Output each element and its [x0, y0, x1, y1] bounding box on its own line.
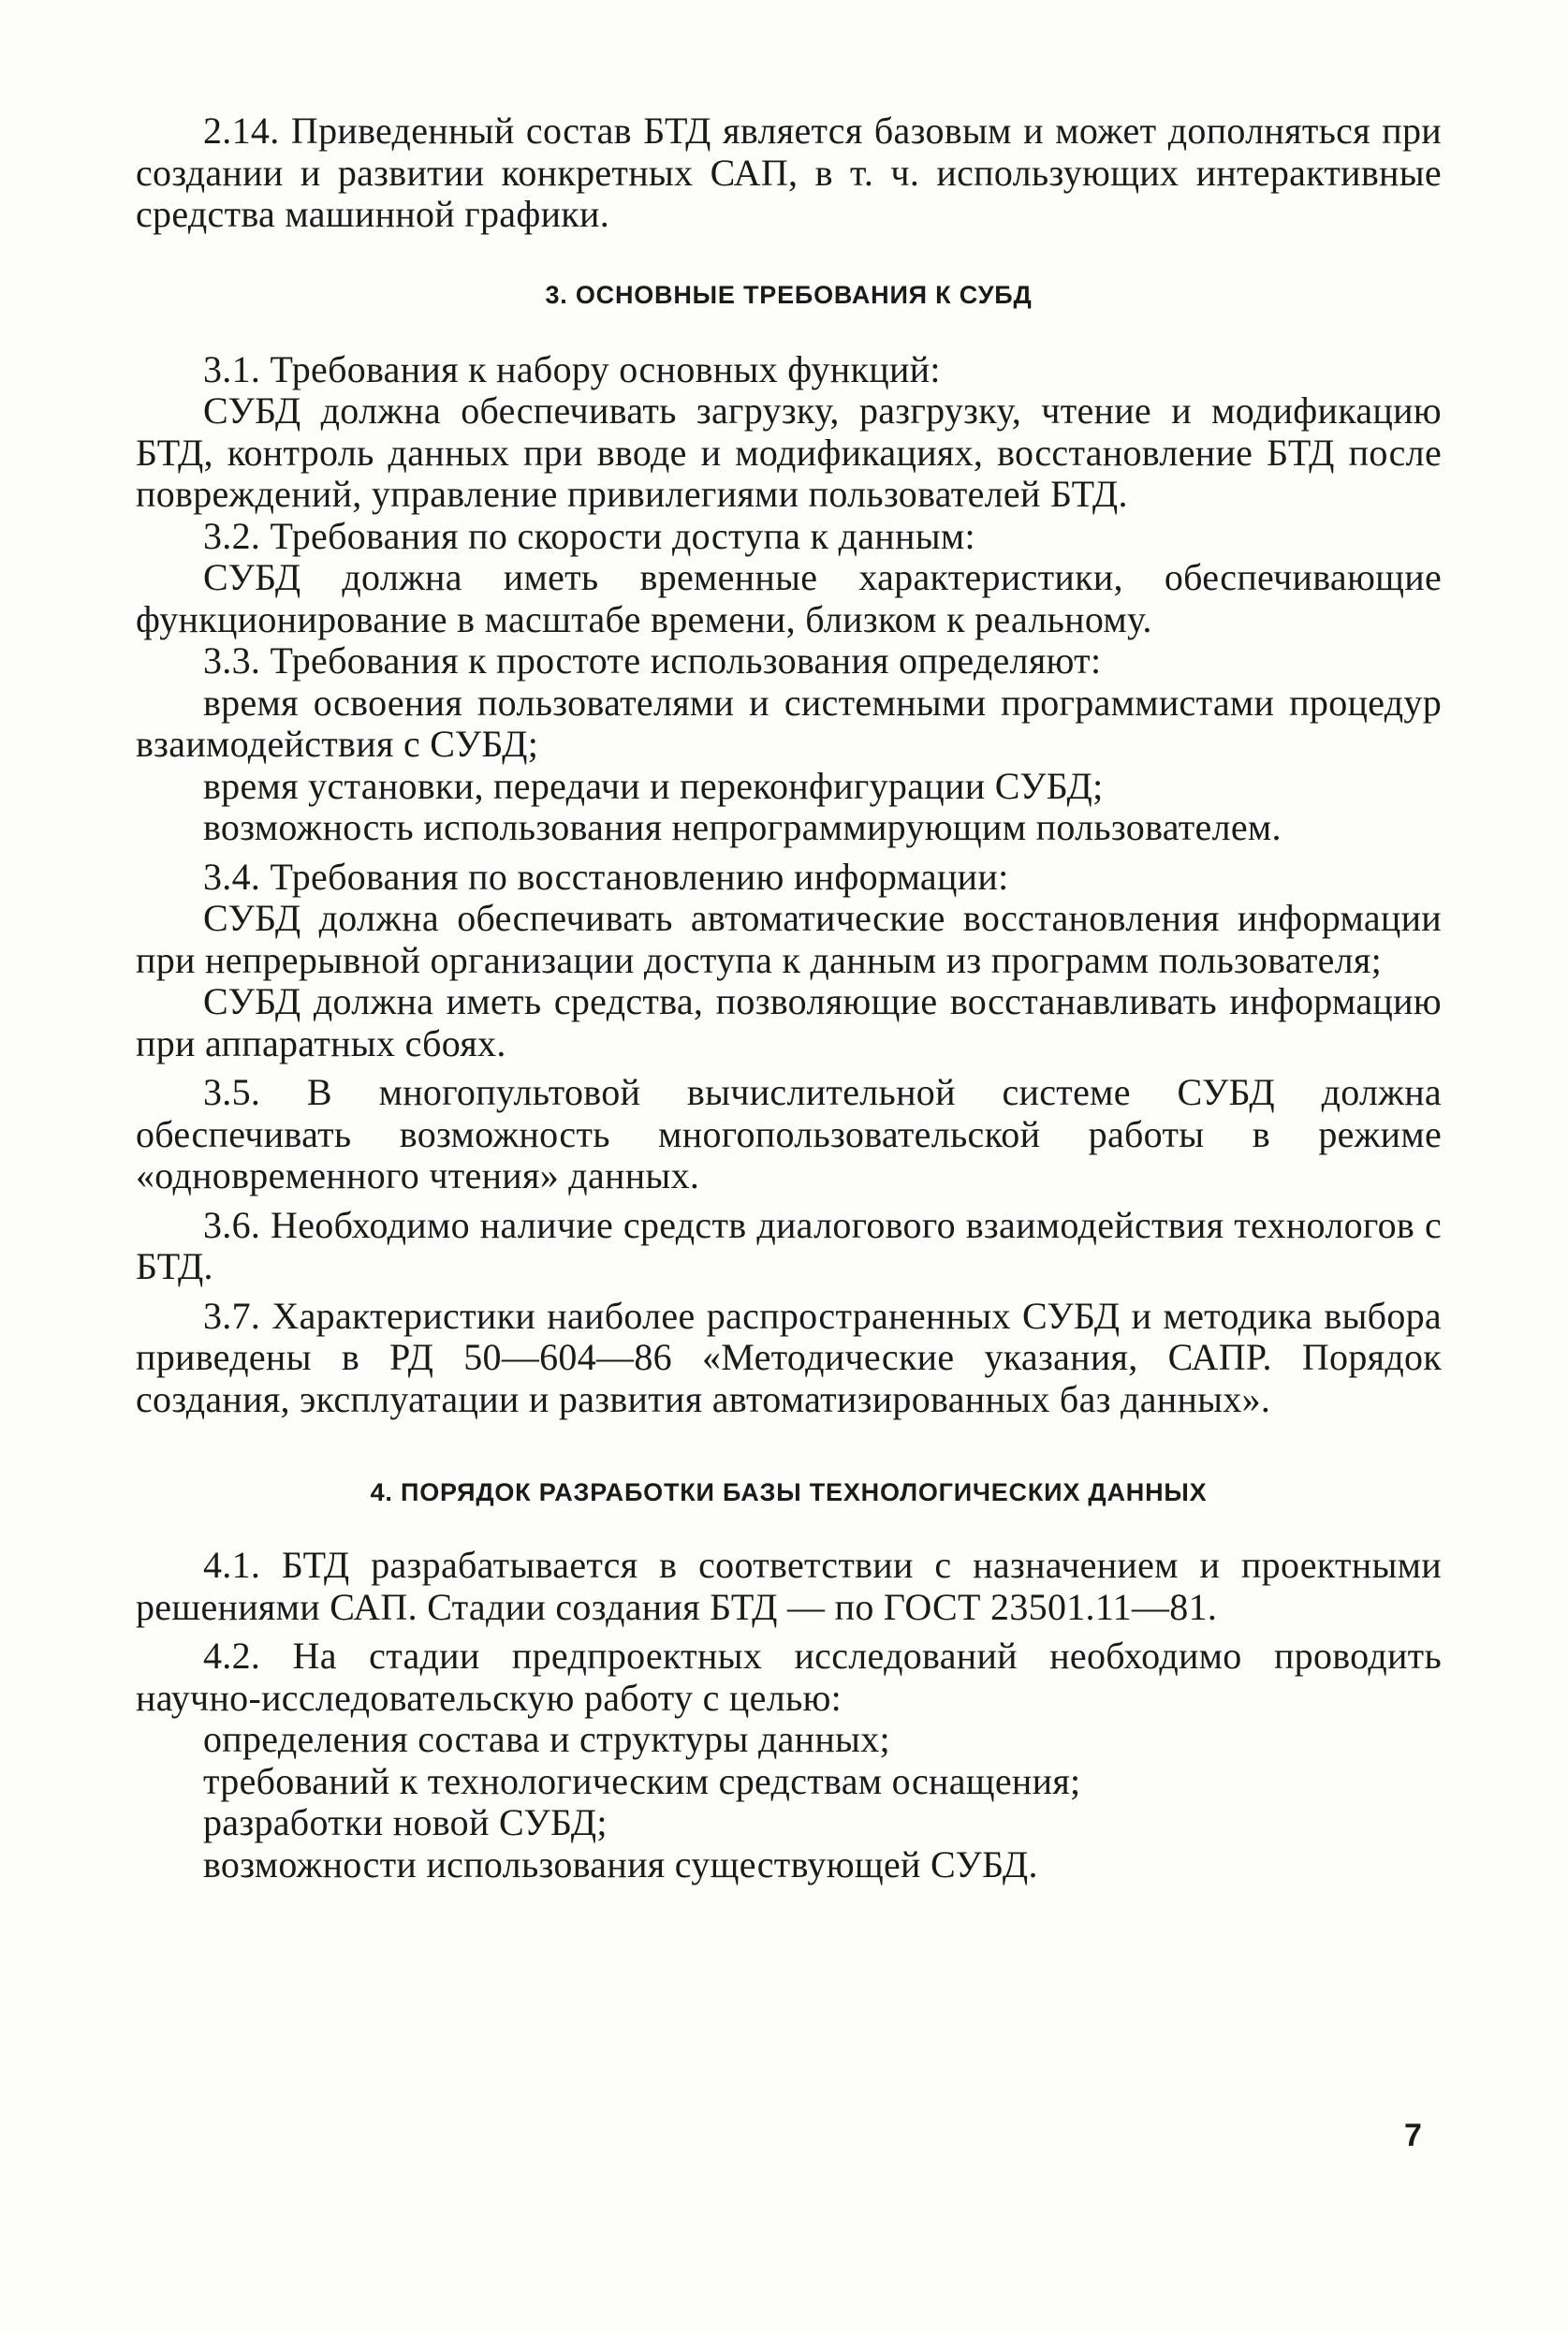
paragraph-4-2-item-3: разработки новой СУБД;	[203, 1801, 608, 1843]
paragraph-3-2-title: 3.2. Требования по скорости доступа к данным:	[203, 514, 975, 557]
paragraph-2-14: 2.14. Приведенный состав БТД является базовым и может дополняться при создании и развитии конкретных САП, в т. ч. использующих интерактивные средства машинной графики.	[136, 110, 1442, 235]
paragraph-4-1: 4.1. БТД разрабатывается в соответствии с назначением и проектными решениями САП. Стадии создания БТД — по ГОСТ 23501.11—81.	[136, 1544, 1442, 1628]
paragraph-3-3-item-2: время установки, передачи и переконфигурации СУБД;	[203, 764, 1104, 807]
page-content	[136, 110, 1442, 1885]
paragraph-4-2-item-2: требований к технологическим средствам оснащения;	[203, 1759, 1081, 1802]
page-number: 7	[1404, 2118, 1422, 2153]
paragraph-4-2-title: 4.2. На стадии предпроектных исследований необходимо проводить научно-исследовательскую работу с целью:	[136, 1635, 1442, 1719]
paragraph-3-4-title: 3.4. Требования по восстановлению информации:	[203, 855, 1009, 898]
paragraph-4-2-item-1: определения состава и структуры данных;	[203, 1718, 890, 1760]
paragraph-3-3-item-1: время освоения пользователями и системными программистами процедур взаимодействия с СУБД;	[136, 681, 1442, 765]
paragraph-3-6: 3.6. Необходимо наличие средств диалогового взаимодействия технологов с БТД.	[136, 1203, 1442, 1287]
paragraph-3-3-title: 3.3. Требования к простоте использования определяют:	[203, 639, 1102, 682]
paragraph-3-4-item-2: СУБД должна иметь средства, позволяющие восстанавливать информацию при аппаратных сбоях.	[136, 980, 1442, 1064]
paragraph-3-1-title: 3.1. Требования к набору основных функций:	[203, 347, 941, 390]
paragraph-3-2-text: СУБД должна иметь временные характеристики, обеспечивающие функционирование в масштабе времени, близком к реальному.	[136, 556, 1442, 640]
paragraph-3-1-text: СУБД должна обеспечивать загрузку, разгрузку, чтение и модификацию БТД, контроль данных при вводе и модификациях, восстановление БТД после повреждений, управление привилегиями пользователей БТД.	[136, 389, 1442, 515]
paragraph-3-3-item-3: возможность использования непрограммирующим пользователем.	[203, 806, 1282, 848]
section-3-heading: 3. ОСНОВНЫЕ ТРЕБОВАНИЯ К СУБД	[545, 280, 1033, 309]
paragraph-3-5: 3.5. В многопультовой вычислительной системе СУБД должна обеспечивать возможность многопользовательской работы в режиме «одновременного чтения» данных.	[136, 1071, 1442, 1196]
paragraph-3-4-item-1: СУБД должна обеспечивать автоматические восстановления информации при непрерывной организации доступа к данным из программ пользователя;	[136, 897, 1442, 981]
section-4-heading: 4. ПОРЯДОК РАЗРАБОТКИ БАЗЫ ТЕХНОЛОГИЧЕСКИХ ДАННЫХ	[370, 1478, 1208, 1506]
paragraph-4-2-item-4: возможности использования существующей СУБД.	[203, 1842, 1038, 1885]
paragraph-3-7: 3.7. Характеристики наиболее распространенных СУБД и методика выбора приведены в РД 50—604—86 «Методические указания, САПР. Порядок создания, эксплуатации и развития автоматизированных баз данных».	[136, 1294, 1442, 1420]
